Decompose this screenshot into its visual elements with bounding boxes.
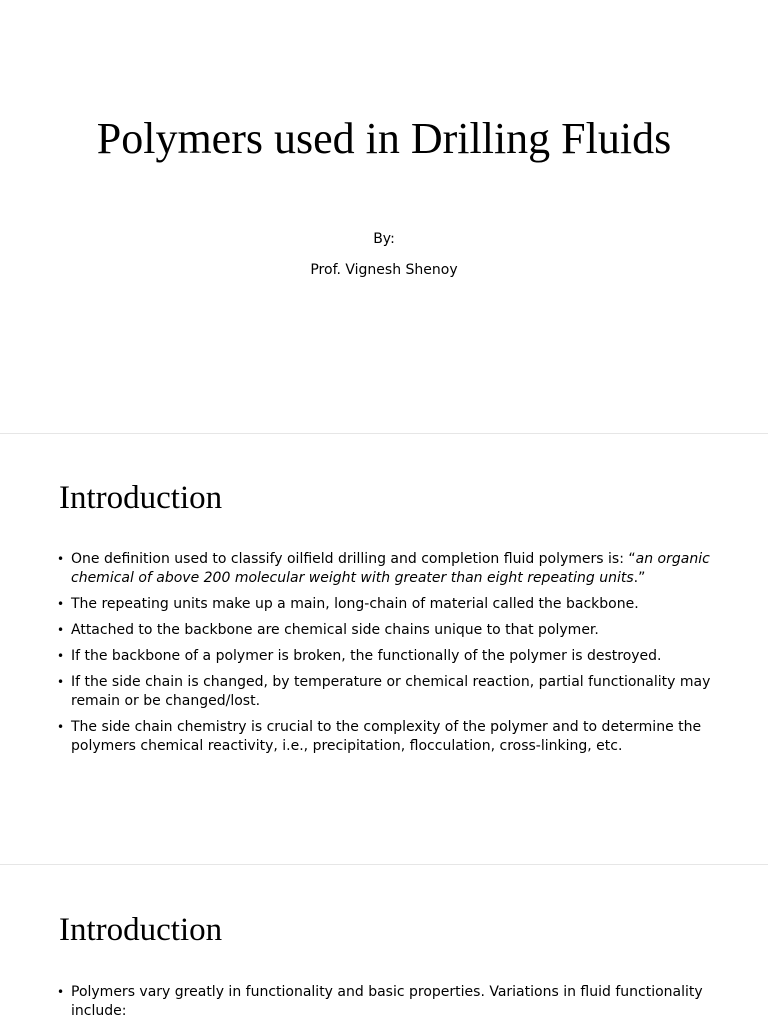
bullet-item	[57, 718, 717, 756]
bullet-item	[57, 673, 717, 711]
bullet-icon: •	[57, 675, 65, 689]
title-slide	[0, 0, 768, 433]
bullet-item	[57, 595, 717, 614]
bullet-text-lead: One definition used to classify oilfield drilling and completion fluid polymers is: “	[71, 551, 636, 567]
bullet-icon: •	[57, 649, 65, 663]
slide-title: Polymers used in Drilling Fluids	[96, 114, 672, 163]
bullet-item	[57, 550, 717, 588]
bullet-item	[57, 647, 717, 666]
bullet-text-tail: .”	[633, 570, 646, 586]
bullet-icon: •	[57, 623, 65, 637]
bullet-text: The repeating units make up a main, long-chain of material called the backbone.	[71, 596, 639, 612]
bullet-text: Polymers vary greatly in functionality and basic properties. Variations in fluid functionality include:	[71, 984, 703, 1019]
author-name: Prof. Vignesh Shenoy	[310, 262, 458, 278]
by-label: By:	[373, 231, 395, 247]
bullet-icon: •	[57, 720, 65, 734]
slide-heading: Introduction	[59, 480, 223, 516]
bullet-list	[57, 550, 717, 763]
bullet-text: If the side chain is changed, by temperature or chemical reaction, partial functionality may remain or be changed/lost.	[71, 674, 711, 709]
bullet-icon: •	[57, 552, 65, 566]
bullet-text: Attached to the backbone are chemical side chains unique to that polymer.	[71, 622, 599, 638]
introduction-slide	[0, 434, 768, 864]
bullet-text: The side chain chemistry is crucial to the complexity of the polymer and to determine the polymers chemical reactivity, i.e., precipitation, flocculation, cross-linking, etc.	[71, 719, 702, 754]
introduction-slide-2	[0, 865, 768, 1024]
bullet-text: If the backbone of a polymer is broken, the functionally of the polymer is destroyed.	[71, 648, 662, 664]
bullet-icon: •	[57, 985, 65, 999]
bullet-quote: an organic chemical of above 200 molecular weight with greater than eight repeating units	[71, 551, 710, 586]
slide-heading: Introduction	[59, 912, 223, 948]
bullet-item	[57, 983, 717, 1021]
bullet-list	[57, 983, 717, 1028]
bullet-item	[57, 621, 717, 640]
bullet-icon: •	[57, 597, 65, 611]
